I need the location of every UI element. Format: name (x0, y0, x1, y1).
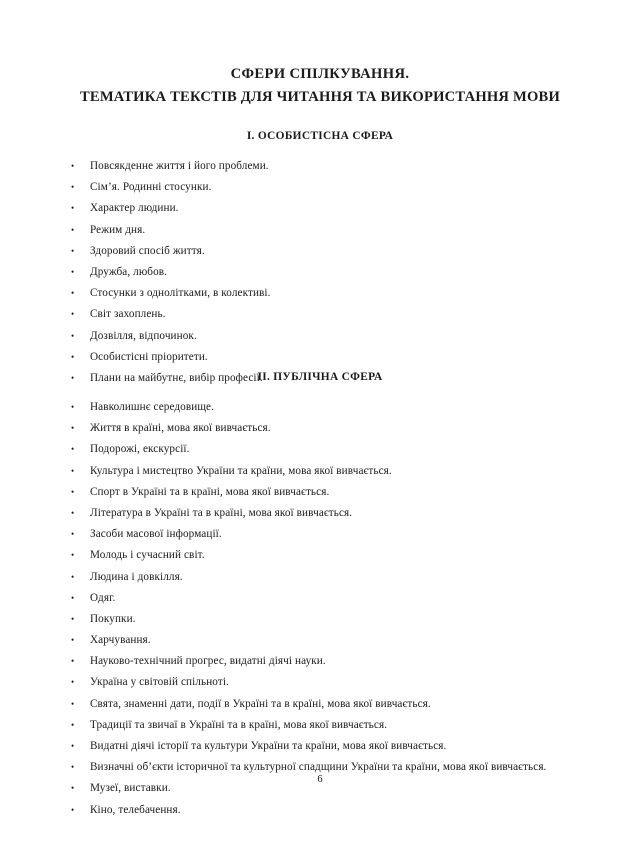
list-item-label: Кіно, телебачення. (90, 803, 181, 816)
list-item (0, 283, 640, 304)
list-item-label: Повсякденне життя і його проблеми. (90, 160, 269, 172)
list-item-label: Людина і довкілля. (90, 570, 183, 583)
list-item-label: Покупки. (90, 612, 136, 625)
list-item (0, 156, 640, 177)
list-item (0, 439, 640, 460)
bullet-icon: • (71, 402, 75, 412)
list-item-label: Традиції та звичаї в Україні та в країні, мова якої вивчається. (90, 718, 388, 731)
list-item-label: Дозвілля, відпочинок. (90, 329, 197, 342)
page-title (40, 63, 600, 109)
list-item-label: Свята, знаменні дати, події в Україні та в країні, мова якої вивчається. (90, 697, 431, 710)
bullet-icon: • (71, 804, 75, 815)
list-item-label: Подорожі, екскурсії. (90, 443, 190, 456)
bullet-icon: • (71, 351, 75, 362)
section-public-sphere (0, 370, 640, 821)
list-item (0, 651, 640, 672)
list-item (0, 630, 640, 651)
list-item (0, 694, 640, 715)
section-personal-sphere (0, 129, 640, 389)
list-item-label: Харчування. (90, 634, 151, 647)
list-item (0, 326, 640, 347)
page-number: 6 (317, 774, 323, 785)
bullet-icon: • (71, 613, 75, 624)
bullet-icon: • (71, 529, 75, 540)
bullet-icon: • (71, 423, 75, 434)
bullet-icon: • (71, 571, 75, 582)
section-heading-public-sphere: II. ПУБЛІЧНА СФЕРА (257, 371, 383, 383)
bullet-icon: • (71, 161, 75, 171)
list-item-label: Література в Україні та в країні, мова якої вивчається. (90, 506, 353, 519)
page-title-line-1: СФЕРИ СПІЛКУВАННЯ. (230, 66, 410, 82)
list-item (0, 304, 640, 325)
bullet-icon: • (71, 507, 75, 518)
bullet-icon: • (71, 266, 75, 277)
bullet-icon: • (71, 592, 75, 603)
list-item-label: Спорт в Україні та в країні, мова якої вивчається. (90, 485, 330, 498)
topic-list-personal-sphere (0, 156, 640, 389)
bullet-icon: • (71, 550, 75, 561)
list-item-label: Навколишнє середовище. (90, 401, 215, 413)
topic-list-public-sphere (0, 397, 640, 821)
list-item-label: Музеї, виставки. (90, 782, 171, 795)
list-item-label: Характер людини. (90, 202, 179, 215)
list-item-label: Видатні діячі історії та культури України та країни, мова якої вивчається. (90, 740, 447, 752)
list-item (0, 461, 640, 482)
bullet-icon: • (71, 698, 75, 709)
bullet-icon: • (71, 309, 75, 320)
bullet-icon: • (71, 224, 75, 235)
list-item-label: Здоровий спосіб життя. (90, 244, 205, 257)
list-item-label: Одяг. (90, 591, 116, 604)
bullet-icon: • (71, 245, 75, 256)
list-item-label: Засоби масової інформації. (90, 528, 222, 541)
list-item-label: Культура і мистецтво України та країни, мова якої вивчається. (90, 464, 392, 477)
list-item (0, 545, 640, 566)
list-item-label: Режим дня. (90, 223, 146, 236)
bullet-icon: • (71, 203, 75, 214)
list-item (0, 567, 640, 588)
list-item (0, 397, 640, 418)
list-item-label: Життя в країні, мова якої вивчається. (90, 422, 271, 435)
list-item (0, 198, 640, 219)
list-item (0, 672, 640, 693)
bullet-icon: • (71, 182, 75, 193)
list-item (0, 503, 640, 524)
bullet-icon: • (71, 719, 75, 730)
list-item-label: Особистісні пріоритети. (90, 350, 208, 363)
bullet-icon: • (71, 635, 75, 646)
bullet-icon: • (71, 762, 75, 773)
bullet-icon: • (71, 741, 75, 751)
list-item (0, 220, 640, 241)
list-item (0, 609, 640, 630)
list-item-label: Дружба, любов. (90, 265, 168, 278)
list-item (0, 800, 640, 821)
list-item-label: Стосунки з однолітками, в колективі. (90, 287, 271, 300)
list-item (0, 177, 640, 198)
list-item-label: Україна у світовій спільноті. (90, 676, 229, 689)
list-item (0, 715, 640, 736)
page-title-line-2: ТЕМАТИКА ТЕКСТІВ ДЛЯ ЧИТАННЯ ТА ВИКОРИСТАННЯ МОВИ (79, 89, 561, 105)
bullet-icon: • (71, 486, 75, 497)
bullet-icon: • (71, 444, 75, 455)
list-item (0, 588, 640, 609)
section-heading-personal-sphere: I. ОСОБИСТІСНА СФЕРА (246, 130, 394, 142)
list-item-label: Плани на майбутнє, вибір професії. (90, 371, 263, 384)
bullet-icon: • (71, 783, 75, 794)
bullet-icon: • (71, 656, 75, 667)
list-item-label: Світ захоплень. (90, 308, 166, 321)
list-item (0, 524, 640, 545)
list-item (0, 347, 640, 368)
bullet-icon: • (71, 372, 75, 383)
list-item (0, 241, 640, 262)
list-item-label: Молодь і сучасний світ. (90, 549, 205, 562)
bullet-icon: • (71, 465, 75, 476)
list-item-label: Сім’я. Родинні стосунки. (90, 181, 212, 194)
list-item (0, 418, 640, 439)
bullet-icon: • (71, 677, 75, 688)
bullet-icon: • (71, 288, 75, 299)
list-item-label: Визначні об’єкти історичної та культурної спадщини України та країни, мова якої вивчається. (90, 761, 547, 774)
list-item (0, 482, 640, 503)
list-item (0, 736, 640, 757)
bullet-icon: • (71, 330, 75, 341)
list-item (0, 262, 640, 283)
list-item-label: Науково-технічний прогрес, видатні діячі науки. (90, 655, 326, 668)
